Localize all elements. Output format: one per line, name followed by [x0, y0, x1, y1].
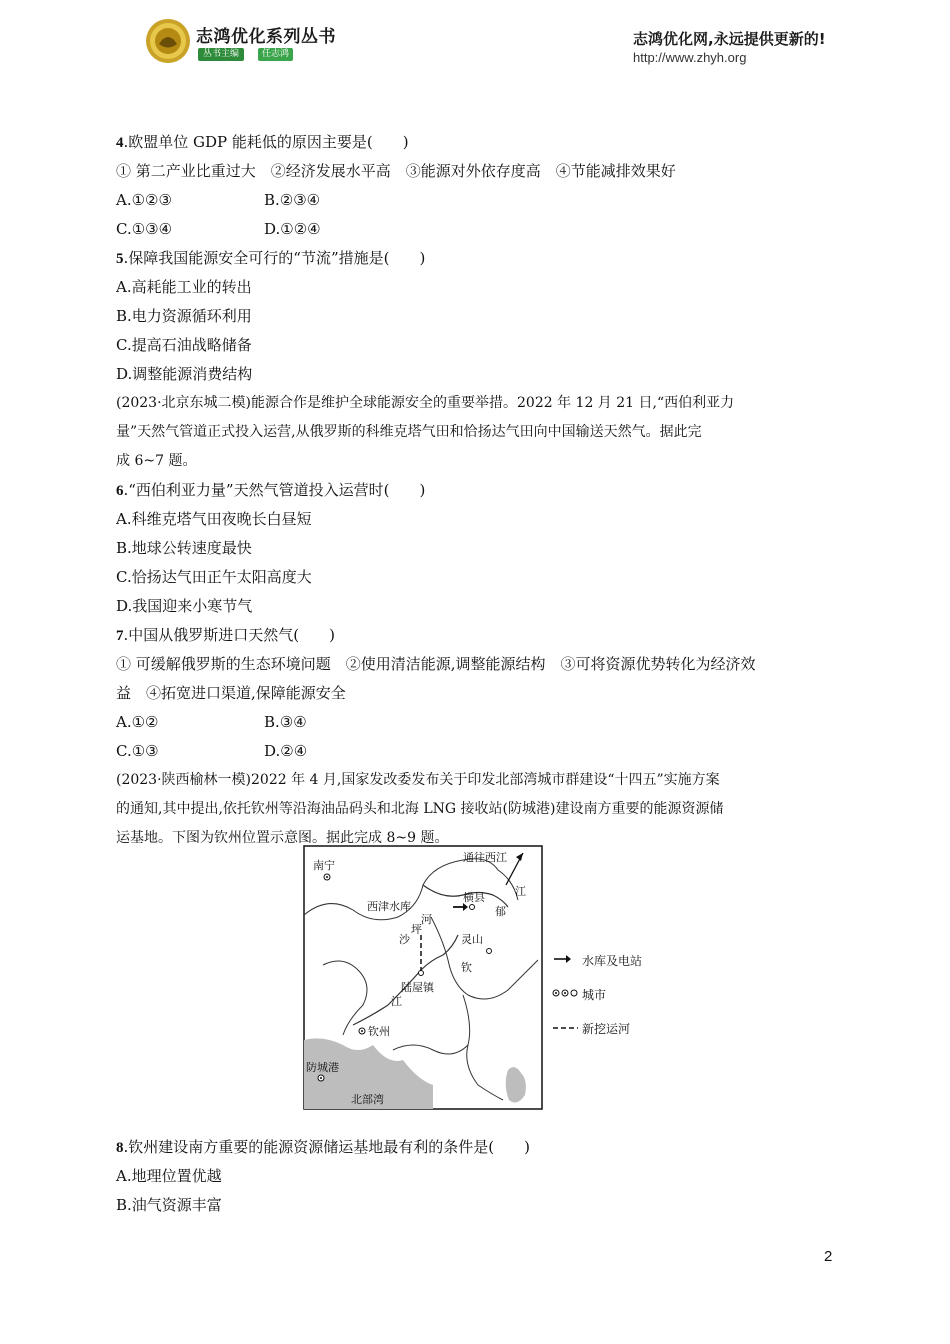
option-a[interactable]: A.①②: [116, 713, 159, 731]
map-label-fangcheng: 防城港: [306, 1061, 339, 1074]
map-label-ping: 坪: [411, 923, 422, 936]
question-4-stem: [116, 128, 836, 157]
site-url-link[interactable]: http://www.zhyh.org: [633, 50, 747, 65]
page-number: 2: [824, 1248, 833, 1265]
passage-2-line: 的通知,其中提出,依托钦州等沿海油品码头和北海 LNG 接收站(防城港)建设南方重要的能源资源储: [116, 801, 724, 817]
option-c[interactable]: C.①③④: [116, 220, 173, 238]
question-text: .钦州建设南方重要的能源资源储运基地最有利的条件是( ): [123, 1138, 530, 1156]
map-label-xijiang: 通往西江: [463, 851, 507, 864]
option-b[interactable]: B.油气资源丰富: [116, 1196, 222, 1214]
question-number: 8: [116, 1140, 124, 1156]
question-text: .欧盟单位 GDP 能耗低的原因主要是( ): [123, 133, 409, 151]
question-7-stem: [116, 621, 836, 650]
editor-badge: 丛书主编: [198, 48, 244, 61]
map-label-sha: 沙: [399, 933, 410, 946]
question-4-options-row2: [116, 215, 836, 244]
question-number: 7: [116, 628, 124, 644]
passage-2-line: 运基地。下图为钦州位置示意图。据此完成 8~9 题。: [116, 830, 449, 846]
reservoir-legend-icon: [552, 954, 574, 964]
map-label-luwu: 陆屋镇: [401, 981, 434, 994]
passage-1-line: 量”天然气管道正式投入运营,从俄罗斯的科维克塔气田和恰扬达气田向中国输送天然气。据此完: [116, 424, 702, 440]
option-b[interactable]: B.地球公转速度最快: [116, 539, 252, 557]
question-number: 5: [116, 251, 124, 267]
question-6-stem: [116, 476, 836, 505]
canal-legend-icon: [552, 1023, 580, 1033]
option-b[interactable]: B.电力资源循环利用: [116, 307, 252, 325]
question-text: .“西伯利亚力量”天然气管道投入运营时( ): [123, 481, 426, 499]
question-7-options-row1: [116, 708, 836, 737]
question-5-stem: [116, 244, 836, 273]
option-d[interactable]: D.②④: [264, 742, 308, 760]
map-label-lingshan: 灵山: [461, 933, 483, 946]
legend-city-label: 城市: [582, 988, 607, 1002]
option-a[interactable]: A.①②③: [116, 191, 172, 209]
question-7-statements: 益 ④拓宽进口渠道,保障能源安全: [116, 684, 346, 702]
option-c[interactable]: C.恰扬达气田正午太阳高度大: [116, 568, 312, 586]
option-c[interactable]: C.提高石油战略储备: [116, 336, 252, 354]
map-label-he: 河: [421, 913, 432, 926]
map-label-xijin: 西津水库: [367, 900, 411, 913]
passage-2-line: (2023·陕西榆林一模)2022 年 4 月,国家发改委发布关于印发北部湾城市群建设“十四五”实施方案: [116, 772, 720, 788]
option-d[interactable]: D.①②④: [264, 220, 321, 238]
question-7-statements: ① 可缓解俄罗斯的生态环境问题 ②使用清洁能源,调整能源结构 ③可将资源优势转化为经济效: [116, 655, 756, 673]
city-legend-icon: [552, 988, 580, 998]
option-d[interactable]: D.我国迎来小寒节气: [116, 597, 253, 615]
question-4-statements: ① 第二产业比重过大 ②经济发展水平高 ③能源对外依存度高 ④节能减排效果好: [116, 162, 676, 180]
question-text: .保障我国能源安全可行的“节流”措施是( ): [123, 249, 426, 267]
map-label-qinzhou: 钦州: [368, 1025, 390, 1038]
qinzhou-location-map: [303, 845, 543, 1110]
question-8-stem: [116, 1133, 836, 1162]
header-slogan: 志鸿优化网,永远提供更新的!: [633, 30, 826, 48]
question-number: 6: [116, 483, 124, 499]
option-d[interactable]: D.调整能源消费结构: [116, 365, 253, 383]
publisher-seal-logo: [145, 18, 191, 64]
map-label-jiang1: 江: [515, 885, 526, 898]
question-4-options-row1: [116, 186, 836, 215]
legend-canal-label: 新挖运河: [582, 1022, 631, 1036]
editor-name: 任志鸿: [258, 48, 293, 61]
option-b[interactable]: B.③④: [264, 713, 307, 731]
question-7-options-row2: [116, 737, 836, 766]
map-label-yu: 郁: [495, 905, 506, 918]
option-a[interactable]: A.科维克塔气田夜晚长白昼短: [116, 510, 312, 528]
question-text: .中国从俄罗斯进口天然气( ): [123, 626, 335, 644]
map-legend: [552, 950, 672, 1040]
passage-1-line: 成 6~7 题。: [116, 453, 197, 469]
map-label-qin: 钦: [461, 961, 472, 974]
page-header: [0, 0, 950, 80]
map-label-nanning: 南宁: [313, 859, 335, 872]
passage-1-line: (2023·北京东城二模)能源合作是维护全球能源安全的重要举措。2022 年 12 月 21 日,“西伯利亚力: [116, 395, 735, 411]
option-b[interactable]: B.②③④: [264, 191, 321, 209]
option-a[interactable]: A.地理位置优越: [116, 1167, 222, 1185]
question-8-block: [116, 1133, 836, 1220]
option-a[interactable]: A.高耗能工业的转出: [116, 278, 252, 296]
question-number: 4: [116, 135, 124, 151]
question-content: [116, 128, 836, 853]
map-label-jiang2: 江: [391, 995, 402, 1008]
map-label-beibu: 北部湾: [351, 1093, 384, 1106]
option-c[interactable]: C.①③: [116, 742, 159, 760]
map-label-hengxian: 横县: [463, 891, 485, 904]
series-title: 志鸿优化系列丛书: [196, 27, 336, 47]
legend-reservoir-label: 水库及电站: [582, 954, 643, 968]
